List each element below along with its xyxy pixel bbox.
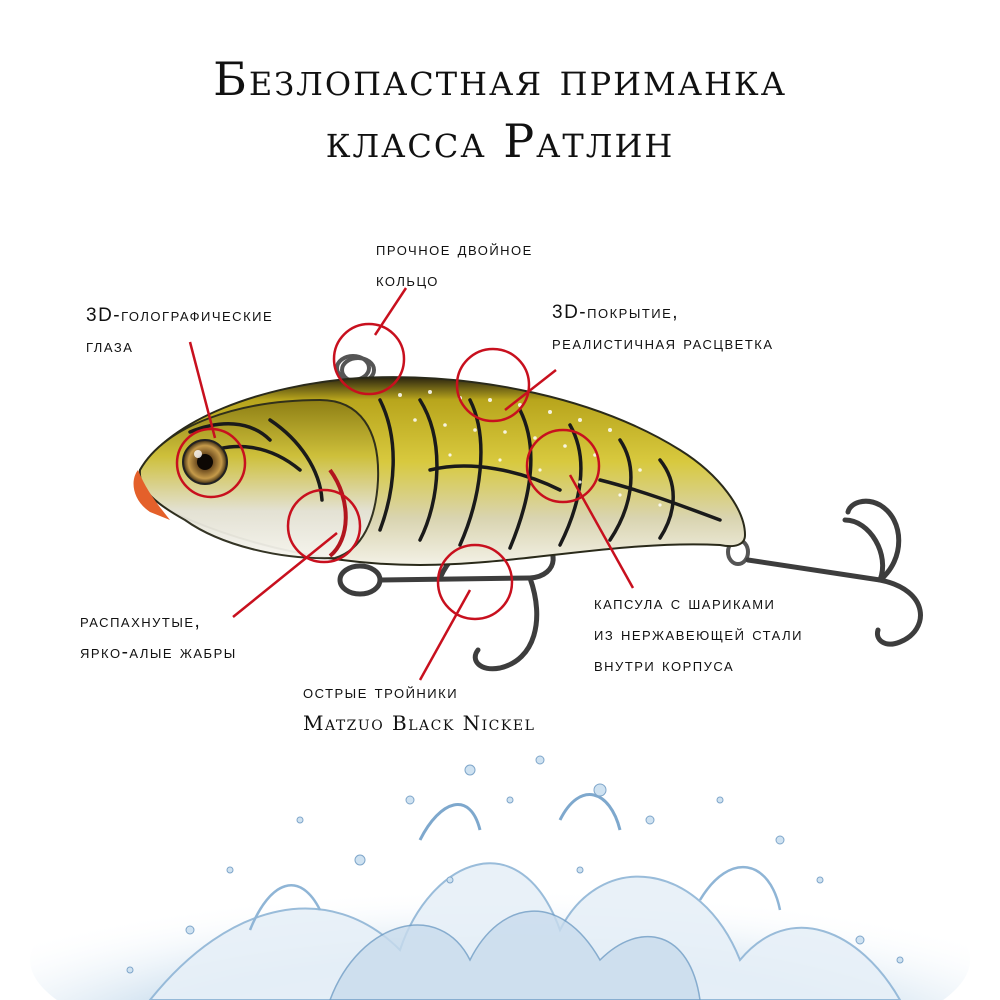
callout-gills-line-1: распахнутые, bbox=[80, 611, 202, 632]
callout-coating bbox=[552, 297, 774, 359]
callout-eyes bbox=[86, 300, 273, 362]
callout-eyes-line-1: 3D-голографические bbox=[86, 305, 274, 326]
title-line-1: Безлопастная приманка bbox=[213, 52, 787, 106]
water-splash-image bbox=[30, 756, 970, 1000]
callout-hooks bbox=[303, 677, 535, 739]
callout-capsule-line-3: внутри корпуса bbox=[594, 655, 735, 676]
callout-capsule-line-1: капсула с шариками bbox=[594, 593, 776, 614]
callout-gills bbox=[80, 606, 237, 668]
callout-eyes-line-2: глаза bbox=[86, 336, 134, 357]
callout-ring-line-2: кольцо bbox=[376, 270, 439, 291]
title-line-2: класса Ратлин bbox=[325, 114, 675, 168]
callout-ring-line-1: прочное двойное bbox=[376, 239, 533, 260]
callout-gills-line-2: ярко-алые жабры bbox=[80, 642, 237, 663]
callout-double-ring bbox=[376, 234, 533, 296]
callout-capsule bbox=[594, 588, 803, 681]
callout-capsule-line-2: из нержавеющей стали bbox=[594, 624, 803, 645]
callout-coating-line-2: реалистичная расцветка bbox=[552, 333, 774, 354]
callout-coating-line-1: 3D-покрытие, bbox=[552, 302, 680, 323]
callout-hooks-line-1: острые тройники bbox=[303, 682, 459, 703]
callout-hooks-line-2: Matzuo Black Nickel bbox=[303, 711, 536, 735]
